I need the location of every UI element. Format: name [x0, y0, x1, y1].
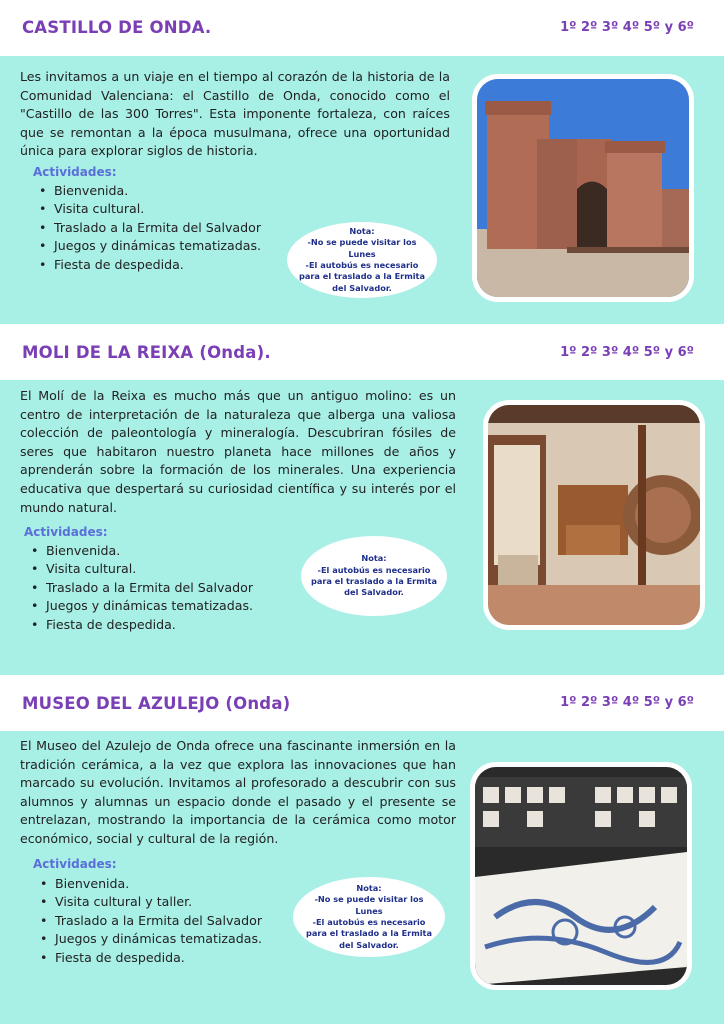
- list-item: • Juegos y dinámicas tematizadas.: [35, 930, 262, 948]
- castle-photo: [472, 74, 694, 302]
- list-item: • Traslado a la Ermita del Salvador: [34, 219, 261, 237]
- note-bubble: [301, 536, 447, 616]
- list-item: • Bienvenida.: [26, 542, 253, 560]
- note-line: -El autobús es necesario para el traslado a la Ermita del Salvador.: [311, 564, 437, 598]
- activities-label: Actividades:: [24, 525, 108, 539]
- activities-list: [26, 542, 253, 634]
- activities-label: Actividades:: [33, 165, 117, 179]
- list-item: • Juegos y dinámicas tematizadas.: [34, 237, 261, 255]
- note-title: Nota:: [349, 225, 375, 236]
- note-line: -No se puede visitar los Lunes: [307, 237, 417, 259]
- activities-list: [34, 182, 261, 274]
- list-item: • Traslado a la Ermita del Salvador: [26, 579, 253, 597]
- activities-list: [35, 875, 262, 967]
- note-title: Nota:: [361, 553, 387, 564]
- note-line: -No se puede visitar los Lunes: [314, 894, 424, 916]
- note-line: -El autobús es necesario para el traslado a la Ermita del Salvador.: [306, 917, 432, 950]
- note-bubble: [293, 877, 445, 957]
- section-title: MOLI DE LA REIXA (Onda).: [22, 343, 271, 362]
- section-header-museo: [0, 675, 724, 731]
- section-header-castillo: [0, 0, 724, 56]
- grades-label: 1º 2º 3º 4º 5º y 6º: [560, 345, 694, 360]
- grades-label: 1º 2º 3º 4º 5º y 6º: [560, 20, 694, 35]
- section-title: CASTILLO DE ONDA.: [22, 18, 212, 37]
- section-title: MUSEO DEL AZULEJO (Onda): [22, 694, 291, 713]
- note-line: -El autobús es necesario para el traslado a la Ermita del Salvador.: [299, 260, 425, 293]
- activities-label: Actividades:: [33, 857, 117, 871]
- note-title: Nota:: [356, 882, 382, 893]
- note-bubble: [287, 222, 437, 298]
- section-header-moli: [0, 324, 724, 380]
- section-description: El Molí de la Reixa es mucho más que un antiguo molino: es un centro de interpretación de la naturaleza que alberga una valiosa colección de paleontología y mineralogía. Descubriran fósiles de seres que habitaron nuestro planeta hace millones de años y aprenderán sobre la formación de los minerales. Una experiencia educativa que despertará su curiosidad científica y su interés por el mundo natural.: [20, 388, 456, 515]
- list-item: • Juegos y dinámicas tematizadas.: [26, 597, 253, 615]
- list-item: • Bienvenida.: [34, 182, 261, 200]
- list-item: • Fiesta de despedida.: [26, 616, 253, 634]
- section-description: Les invitamos a un viaje en el tiempo al corazón de la historia de la Comunidad Valenciana: el Castillo de Onda, conocido como el "Castillo de las 300 Torres". Esta imponente fortaleza, con raíces que se remontan a la época musulmana, ofrece una oportunidad única para explorar siglos de historia.: [20, 69, 450, 159]
- tile-museum-photo: [470, 762, 692, 990]
- grades-label: 1º 2º 3º 4º 5º y 6º: [560, 695, 694, 710]
- mill-photo: [483, 400, 705, 630]
- list-item: • Traslado a la Ermita del Salvador: [35, 912, 262, 930]
- list-item: • Visita cultural.: [26, 560, 253, 578]
- list-item: • Fiesta de despedida.: [35, 949, 262, 967]
- list-item: • Visita cultural y taller.: [35, 893, 262, 911]
- section-description: El Museo del Azulejo de Onda ofrece una fascinante inmersión en la tradición cerámica, a la vez que explora las innovaciones que han marcado su evolución. Invitamos al profesorado a descubrir con sus alumnos y alumnas un espacio donde el pasado y el presente se entrelazan, mostrando la importancia de la cerámica como motor económico, social y cultural de la región.: [20, 738, 456, 846]
- list-item: • Fiesta de despedida.: [34, 256, 261, 274]
- list-item: • Bienvenida.: [35, 875, 262, 893]
- list-item: • Visita cultural.: [34, 200, 261, 218]
